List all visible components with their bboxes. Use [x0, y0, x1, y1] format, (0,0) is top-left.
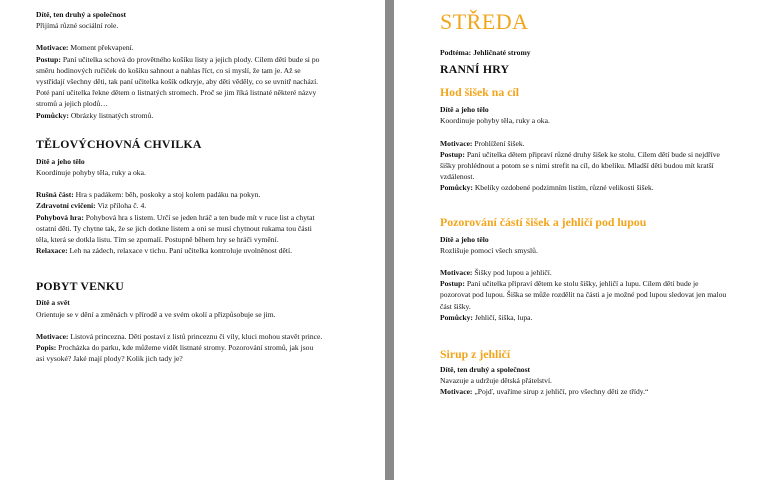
section-title: POBYT VENKU	[36, 279, 124, 294]
motivace-paragraph	[36, 331, 366, 342]
block-text: Koordinuje pohyby těla, ruky a oka.	[440, 116, 550, 126]
activity-title: Sirup z jehličí	[440, 347, 511, 362]
pomucky-paragraph	[36, 110, 366, 121]
block-heading: Dítě a jeho tělo	[440, 234, 489, 244]
pomucky-paragraph	[440, 312, 758, 323]
motivace-text: Moment překvapení.	[70, 43, 134, 53]
postup-line: Poté paní učitelka řekne dětem o listnatých stromech. Proč se jim říká listnaté některé názvy	[36, 88, 317, 98]
pomucky-text: Jehličí, šiška, lupa.	[474, 312, 533, 322]
motivace-label: Motivace:	[36, 43, 69, 53]
postup-line: část šišky.	[440, 301, 471, 311]
block-heading: Dítě, ten druhý a společnost	[36, 10, 127, 19]
relaxace-text: Leh na zádech, relaxace v tichu. Paní učitelka kontroluje uvolněnost dětí.	[69, 246, 292, 256]
pohybova-hra-label: Pohybová hra:	[36, 212, 84, 222]
zdravotni-cviceni-label: Zdravotní cvičení:	[36, 201, 96, 211]
section-title: RANNÍ HRY	[440, 62, 510, 77]
motivace-label: Motivace:	[440, 387, 473, 397]
postup-line: vzdálenost.	[440, 172, 475, 182]
block-heading: Dítě a svět	[36, 298, 70, 308]
right-page	[394, 0, 771, 480]
block-text: Koordinuje pohyby těla, ruky a oka.	[36, 168, 146, 178]
podtema-label: Podtéma:	[440, 48, 472, 57]
zdravotni-cviceni-text: Viz příloha č. 4.	[97, 201, 147, 211]
postup-line: pozorovat pod lupou. Šiška se může rozdělit na části a je možné pod lupou sledovat jen malou	[440, 290, 727, 300]
popis-line	[36, 342, 366, 353]
popis-label: Popis:	[36, 343, 57, 353]
motivace-text: Šišky pod lupou a jehličí.	[474, 268, 552, 278]
right-page-content	[440, 9, 758, 398]
rusna-cast-label: Rušná část:	[36, 190, 74, 200]
zdravotni-cviceni-paragraph	[36, 200, 366, 211]
section-title: TĚLOVÝCHOVNÁ CHVILKA	[36, 136, 202, 151]
block-heading: Dítě a jeho tělo	[36, 156, 85, 166]
postup-line: šišky prohlédnout a potom se s nimi strefit na cíl, do kbelíku. Mladší děti budou mít kratší	[440, 161, 714, 171]
postup-label: Postup:	[36, 54, 61, 64]
motivace-label: Motivace:	[440, 268, 473, 278]
block-heading: Dítě a jeho tělo	[440, 105, 489, 115]
pohybova-hra-line	[36, 212, 366, 223]
activity-title: Pozorování částí šišek a jehličí pod lupou	[440, 214, 647, 229]
left-page-content	[36, 9, 366, 364]
postup-line	[440, 149, 758, 160]
postup-line	[440, 278, 758, 289]
rusna-cast-text: Hra s padákem: běh, poskoky a stoj kolem padáku na pokyn.	[75, 190, 261, 200]
motivace-label: Motivace:	[440, 138, 473, 148]
relaxace-paragraph	[36, 245, 366, 256]
block-text: Navazuje a udržuje dětská přátelství.	[440, 376, 552, 386]
motivace-paragraph	[440, 386, 758, 397]
motivace-paragraph	[440, 267, 758, 278]
block-text: Orientuje se v dění a změnách v přírodě a ve svém okolí a přizpůsobuje se jim.	[36, 309, 276, 319]
block-text: Rozlišuje pomocí všech smyslů.	[440, 245, 538, 255]
postup-label: Postup:	[440, 279, 465, 289]
podtema-text: Jehličnaté stromy	[473, 48, 531, 57]
postup-text: Paní učitelka připraví dětem ke stolu šišky, jehličí a lupu. Cílem dětí bude je	[466, 279, 699, 289]
pomucky-text: Obrázky listnatých stromů.	[70, 110, 154, 120]
motivace-text: Prohlížení šišek.	[474, 138, 525, 148]
popis-line: asi vysoké? Jaké mají plody? Kolik jich tady je?	[36, 354, 183, 364]
pomucky-label: Pomůcky:	[440, 183, 473, 193]
activity-title: Hod šišek na cíl	[440, 85, 519, 100]
pohybova-hra-line: těla, která se dotkla listu. Tím se zpomalí. Postupně během hry se hráči vymění.	[36, 235, 279, 245]
postup-line: vystřídají všechny děti, tak paní učitelka košík odkryje, aby děti věděly, co se uvnitř nachází.	[36, 77, 319, 87]
motivace-paragraph	[440, 138, 758, 149]
postup-label: Postup:	[440, 149, 465, 159]
left-page	[0, 0, 385, 480]
pomucky-paragraph	[440, 182, 758, 193]
motivace-text: „Pojď, uvaříme sirup z jehličí, pro všechny děti ze třídy.“	[474, 387, 649, 397]
postup-line	[36, 54, 366, 65]
pomucky-label: Pomůcky:	[36, 110, 69, 120]
motivace-label: Motivace:	[36, 331, 69, 341]
block-heading: Dítě, ten druhý a společnost	[440, 365, 531, 375]
postup-text: Paní učitelka dětem připraví různé druhy šišek ke stolu. Cílem dětí bude si nejdříve	[466, 149, 720, 159]
pomucky-label: Pomůcky:	[440, 312, 473, 322]
pomucky-text: Kbelíky ozdobené podzimním listím, různé velikosti šišek.	[474, 183, 654, 193]
day-title: STŘEDA	[440, 9, 529, 34]
popis-text: Procházka do parku, kde můžeme vidět listnaté stromy. Pozorování stromů, jak jsou	[58, 343, 314, 353]
podtema-paragraph	[440, 47, 758, 58]
postup-line: směru hodinových ručiček do košíku sahnout a nahlas říct, co si myslí, že tam je. Až se	[36, 65, 301, 75]
pohybova-hra-line: ostatní děti. Ty chytne tak, že se jich dotkne listem a oni se musí chytnout rukama tou části	[36, 223, 312, 233]
page-divider	[385, 0, 394, 480]
motivace-paragraph	[36, 42, 366, 53]
motivace-text: Listová princezna. Děti postaví z listů princeznu či víly, kluci mohou stavět prince.	[70, 331, 323, 341]
postup-text: Paní učitelka schová do provětného košíku listy a jejich plody. Cílem dětí bude si po	[62, 54, 320, 64]
rusna-cast-paragraph	[36, 189, 366, 200]
pohybova-hra-text: Pohybová hra s listem. Určí se jeden hráč a ten bude mít v ruce list a chytat	[85, 212, 315, 222]
postup-line: stromů a jejich plodů…	[36, 99, 108, 109]
block-text: Přijímá různé sociální role.	[36, 21, 119, 31]
relaxace-label: Relaxace:	[36, 246, 68, 256]
